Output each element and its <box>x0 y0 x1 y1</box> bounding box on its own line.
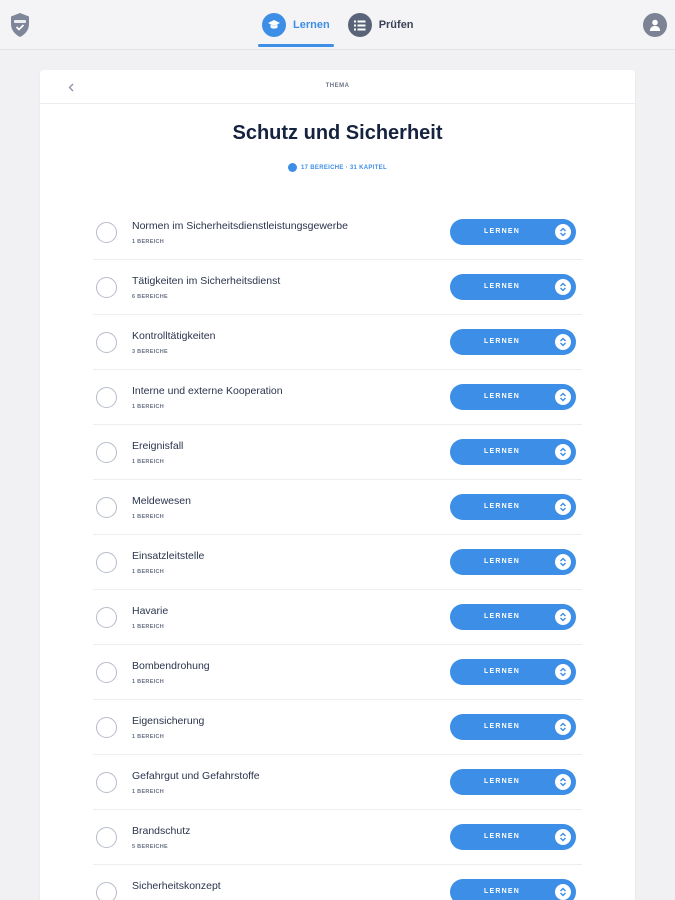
topic-row <box>93 700 582 755</box>
topic-checkbox[interactable] <box>96 332 117 353</box>
nav-tab-pruefen[interactable] <box>344 0 418 50</box>
expand-icon <box>555 224 571 240</box>
topic-row <box>93 865 582 900</box>
topic-title: Einsatzleitstelle <box>132 550 205 562</box>
topic-checkbox[interactable] <box>96 717 117 738</box>
topic-row <box>93 755 582 810</box>
topic-checkbox[interactable] <box>96 497 117 518</box>
expand-icon <box>555 774 571 790</box>
topic-title: Kontrolltätigkeiten <box>132 330 216 342</box>
topic-checkbox[interactable] <box>96 772 117 793</box>
main-navigation <box>258 0 418 50</box>
learn-button[interactable] <box>450 549 576 575</box>
topic-title: Havarie <box>132 605 169 617</box>
learn-button[interactable] <box>450 439 576 465</box>
topic-title: Meldewesen <box>132 495 191 507</box>
topic-meta <box>40 163 635 172</box>
user-avatar-button[interactable] <box>643 13 667 37</box>
topic-card <box>40 70 635 900</box>
topic-subtitle: 5 BEREICHE <box>132 844 169 850</box>
topic-subtitle: 3 BEREICHE <box>132 349 169 355</box>
topic-row <box>93 535 582 590</box>
expand-icon <box>555 664 571 680</box>
learn-button[interactable] <box>450 769 576 795</box>
learn-button-label: LERNEN <box>484 503 520 510</box>
learn-button[interactable] <box>450 604 576 630</box>
topic-subtitle: 1 BEREICH <box>132 624 165 630</box>
topic-subtitle: 1 BEREICH <box>132 459 165 465</box>
topic-title: Bombendrohung <box>132 660 210 672</box>
learn-button-label: LERNEN <box>484 888 520 895</box>
topic-subtitle: 1 BEREICH <box>132 734 165 740</box>
learn-button[interactable] <box>450 824 576 850</box>
learn-button[interactable] <box>450 879 576 900</box>
learn-button-label: LERNEN <box>484 558 520 565</box>
expand-icon <box>555 609 571 625</box>
topic-checkbox[interactable] <box>96 662 117 683</box>
learn-button[interactable] <box>450 384 576 410</box>
topic-list <box>93 205 582 900</box>
topic-row <box>93 315 582 370</box>
topic-row <box>93 425 582 480</box>
topic-title: Tätigkeiten im Sicherheitsdienst <box>132 275 281 287</box>
user-icon <box>648 18 662 32</box>
topic-row <box>93 590 582 645</box>
topic-subtitle: 1 BEREICH <box>132 789 165 795</box>
topic-checkbox[interactable] <box>96 882 117 900</box>
topic-row <box>93 260 582 315</box>
topic-checkbox[interactable] <box>96 607 117 628</box>
learn-button-label: LERNEN <box>484 228 520 235</box>
topic-row <box>93 370 582 425</box>
header-label: THEMA <box>325 83 350 89</box>
topic-checkbox[interactable] <box>96 827 117 848</box>
topic-row <box>93 645 582 700</box>
brand-shield-logo[interactable] <box>9 12 31 38</box>
topic-checkbox[interactable] <box>96 277 117 298</box>
nav-tab-pruefen-label: Prüfen <box>378 19 414 31</box>
expand-icon <box>555 334 571 350</box>
topic-title: Eigensicherung <box>132 715 205 727</box>
topic-title: Interne und externe Kooperation <box>132 385 283 397</box>
learn-button-label: LERNEN <box>484 668 520 675</box>
learn-button[interactable] <box>450 274 576 300</box>
learn-button-label: LERNEN <box>484 613 520 620</box>
topic-row <box>93 480 582 535</box>
page-title: Schutz und Sicherheit <box>232 122 443 144</box>
expand-icon <box>555 444 571 460</box>
nav-tab-lernen[interactable] <box>258 0 334 50</box>
learn-button[interactable] <box>450 329 576 355</box>
topic-checkbox[interactable] <box>96 552 117 573</box>
expand-icon <box>555 829 571 845</box>
learn-button[interactable] <box>450 494 576 520</box>
topic-checkbox[interactable] <box>96 442 117 463</box>
learn-button-label: LERNEN <box>484 723 520 730</box>
topic-row <box>93 810 582 865</box>
learn-button-label: LERNEN <box>484 338 520 345</box>
expand-icon <box>555 389 571 405</box>
learn-button-label: LERNEN <box>484 778 520 785</box>
topic-title: Brandschutz <box>132 825 191 837</box>
expand-icon <box>555 884 571 900</box>
topic-row <box>93 205 582 260</box>
topic-subtitle: 1 BEREICH <box>132 239 165 245</box>
graduation-cap-icon <box>262 13 286 37</box>
learn-button[interactable] <box>450 219 576 245</box>
learn-button-label: LERNEN <box>484 283 520 290</box>
list-icon <box>348 13 372 37</box>
learn-button-label: LERNEN <box>484 448 520 455</box>
learn-button[interactable] <box>450 714 576 740</box>
topic-checkbox[interactable] <box>96 387 117 408</box>
topic-title: Ereignisfall <box>132 440 184 452</box>
expand-icon <box>555 279 571 295</box>
expand-icon <box>555 554 571 570</box>
nav-tab-lernen-label: Lernen <box>293 19 330 31</box>
progress-dot-icon <box>288 163 297 172</box>
topic-title: Sicherheitskonzept <box>132 880 221 892</box>
top-navigation-bar <box>0 0 675 50</box>
topic-title: Gefahrgut und Gefahrstoffe <box>132 770 260 782</box>
topic-subtitle: 6 BEREICHE <box>132 294 169 300</box>
expand-icon <box>555 499 571 515</box>
topic-checkbox[interactable] <box>96 222 117 243</box>
topic-subtitle: 1 BEREICH <box>132 514 165 520</box>
topic-meta-text: 17 BEREICHE · 31 KAPITEL <box>301 164 387 171</box>
card-header <box>40 70 635 104</box>
topic-subtitle: 1 BEREICH <box>132 404 165 410</box>
learn-button[interactable] <box>450 659 576 685</box>
learn-button-label: LERNEN <box>484 393 520 400</box>
topic-subtitle: 1 BEREICH <box>132 569 165 575</box>
topic-subtitle: 1 BEREICH <box>132 679 165 685</box>
learn-button-label: LERNEN <box>484 833 520 840</box>
expand-icon <box>555 719 571 735</box>
topic-title: Normen im Sicherheitsdienstleistungsgewerbe <box>132 220 348 232</box>
